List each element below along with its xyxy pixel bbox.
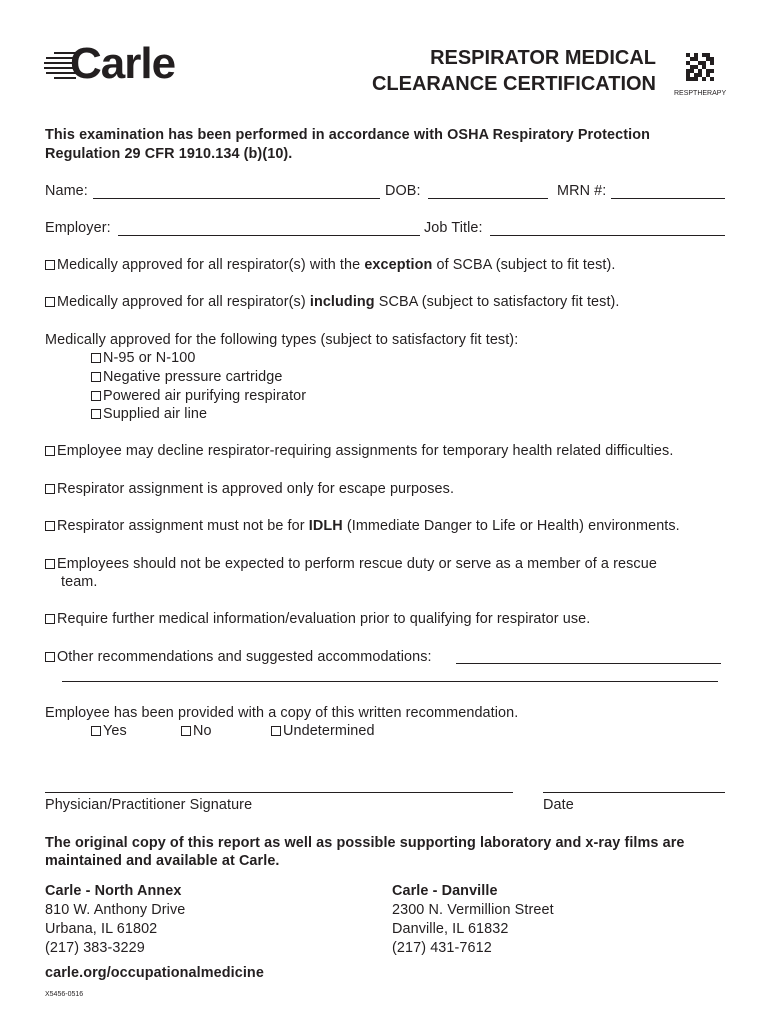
- checkbox[interactable]: [181, 726, 191, 736]
- type-supplied-air[interactable]: Supplied air line: [91, 405, 207, 423]
- employer-field[interactable]: [118, 235, 420, 236]
- checkbox[interactable]: [45, 559, 55, 569]
- option-decline[interactable]: Employee may decline respirator-requiring assignments for temporary health related difficulties.: [45, 442, 673, 460]
- option-rescue[interactable]: Employees should not be expected to perform rescue duty or serve as a member of a rescue: [45, 555, 657, 573]
- copy-undetermined[interactable]: Undetermined: [271, 722, 375, 740]
- option-exception-scba[interactable]: Medically approved for all respirator(s) with the exception of SCBA (subject to fit test).: [45, 256, 615, 274]
- copy-yes[interactable]: Yes: [91, 722, 127, 740]
- date-label: Date: [543, 797, 574, 813]
- checkbox[interactable]: [91, 409, 101, 419]
- signature-field[interactable]: [45, 792, 513, 793]
- checkbox[interactable]: [271, 726, 281, 736]
- checkbox[interactable]: [45, 614, 55, 624]
- name-label: Name:: [45, 183, 88, 199]
- name-field[interactable]: [93, 198, 380, 199]
- option-escape[interactable]: Respirator assignment is approved only for escape purposes.: [45, 480, 454, 498]
- types-heading: Medically approved for the following types (subject to satisfactory fit test):: [45, 332, 519, 348]
- checkbox[interactable]: [45, 484, 55, 494]
- other-field-line2[interactable]: [62, 681, 718, 682]
- location1-phone: (217) 383-3229: [45, 940, 145, 956]
- dob-field[interactable]: [428, 198, 548, 199]
- checkbox[interactable]: [91, 726, 101, 736]
- copy-provided-text: Employee has been provided with a copy of this written recommendation.: [45, 705, 519, 721]
- website-link[interactable]: carle.org/occupationalmedicine: [45, 965, 264, 981]
- logo: Carle: [70, 39, 176, 88]
- type-n95[interactable]: N-95 or N-100: [91, 349, 195, 367]
- checkbox[interactable]: [91, 391, 101, 401]
- form-title-line1: RESPIRATOR MEDICAL: [430, 47, 656, 69]
- other-field[interactable]: [456, 663, 721, 664]
- job-title-label: Job Title:: [424, 220, 483, 236]
- form-title-line2: CLEARANCE CERTIFICATION: [371, 73, 656, 95]
- checkbox[interactable]: [91, 372, 101, 382]
- job-title-field[interactable]: [490, 235, 725, 236]
- mrn-field[interactable]: [611, 198, 725, 199]
- location1-name: Carle - North Annex: [45, 883, 182, 899]
- checkbox[interactable]: [45, 446, 55, 456]
- checkbox[interactable]: [45, 652, 55, 662]
- checkbox[interactable]: [45, 260, 55, 270]
- option-including-scba[interactable]: Medically approved for all respirator(s) including SCBA (subject to satisfactory fit test).: [45, 293, 620, 311]
- option-idlh[interactable]: Respirator assignment must not be for IDLH (Immediate Danger to Life or Health) environments.: [45, 517, 680, 535]
- location2-address1: 2300 N. Vermillion Street: [392, 902, 554, 918]
- type-negative-pressure[interactable]: Negative pressure cartridge: [91, 368, 282, 386]
- footer-note-line1: The original copy of this report as well as possible supporting laboratory and x-ray films are: [45, 835, 685, 851]
- date-field[interactable]: [543, 792, 725, 793]
- footer-note-line2: maintained and available at Carle.: [45, 853, 280, 869]
- location2-name: Carle - Danville: [392, 883, 498, 899]
- checkbox[interactable]: [45, 521, 55, 531]
- location2-address2: Danville, IL 61832: [392, 921, 509, 937]
- option-rescue-cont: team.: [61, 574, 98, 590]
- dob-label: DOB:: [385, 183, 421, 199]
- option-further-info[interactable]: Require further medical information/evaluation prior to qualifying for respirator use.: [45, 610, 590, 628]
- signature-label: Physician/Practitioner Signature: [45, 797, 253, 813]
- location1-address1: 810 W. Anthony Drive: [45, 902, 186, 918]
- form-category-code: RESPTHERAPY: [674, 90, 727, 97]
- intro-line1: This examination has been performed in accordance with OSHA Respiratory Protection: [45, 127, 651, 143]
- barcode-icon: [686, 53, 714, 81]
- location2-phone: (217) 431-7612: [392, 940, 492, 956]
- checkbox[interactable]: [91, 353, 101, 363]
- mrn-label: MRN #:: [557, 183, 607, 199]
- location1-address2: Urbana, IL 61802: [45, 921, 158, 937]
- employer-label: Employer:: [45, 220, 111, 236]
- option-other[interactable]: Other recommendations and suggested accommodations:: [45, 648, 432, 666]
- copy-no[interactable]: No: [181, 722, 212, 740]
- intro-line2: Regulation 29 CFR 1910.134 (b)(10).: [45, 146, 293, 162]
- form-code: X5456-0516: [45, 991, 84, 998]
- type-powered-air[interactable]: Powered air purifying respirator: [91, 387, 306, 405]
- checkbox[interactable]: [45, 297, 55, 307]
